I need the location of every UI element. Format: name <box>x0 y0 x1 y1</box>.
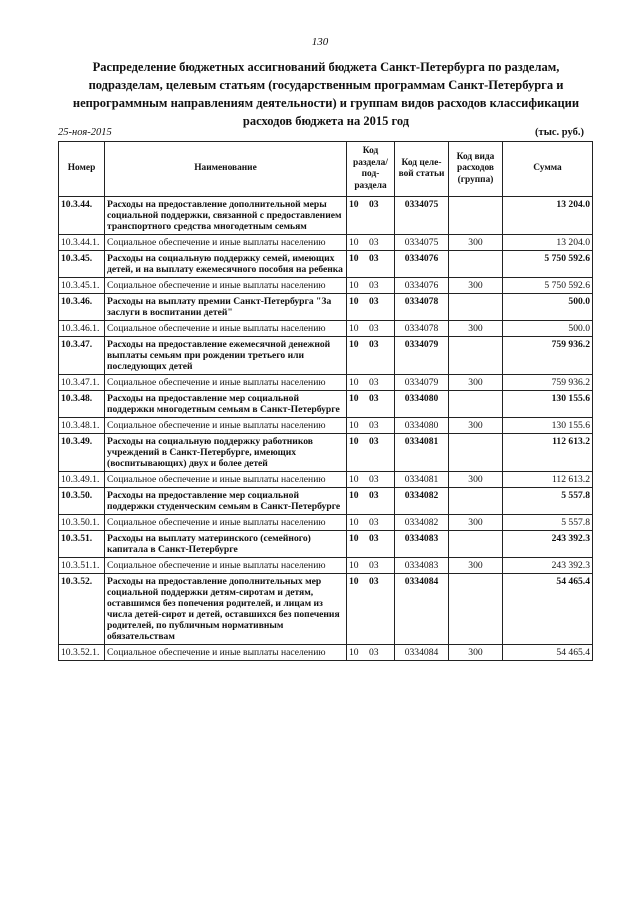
row-razdel <box>347 531 395 558</box>
row-sum: 112 613.2 <box>503 434 593 472</box>
header-sum: Сумма <box>503 142 593 197</box>
row-sum: 130 155.6 <box>503 418 593 434</box>
header-vr: Код вида расходов (группа) <box>449 142 503 197</box>
row-number: 10.3.48.1. <box>59 418 105 434</box>
row-razdel <box>347 574 395 645</box>
row-sum: 13 204.0 <box>503 197 593 235</box>
row-csr: 0334080 <box>395 391 449 418</box>
row-number: 10.3.52.1. <box>59 645 105 661</box>
table-row <box>59 558 593 574</box>
table-row <box>59 375 593 391</box>
row-razdel <box>347 321 395 337</box>
row-razdel-code: 10 <box>349 199 359 210</box>
row-vr: 300 <box>449 321 503 337</box>
row-podrazdel-code: 03 <box>369 576 379 587</box>
row-csr: 0334084 <box>395 645 449 661</box>
row-csr: 0334076 <box>395 278 449 294</box>
row-number: 10.3.47. <box>59 337 105 375</box>
row-name: Социальное обеспечение и иные выплаты населению <box>105 321 347 337</box>
row-podrazdel-code: 03 <box>369 436 379 447</box>
row-csr: 0334079 <box>395 375 449 391</box>
row-sum: 5 750 592.6 <box>503 251 593 278</box>
row-name: Социальное обеспечение и иные выплаты населению <box>105 375 347 391</box>
table-body <box>59 197 593 661</box>
row-vr: 300 <box>449 558 503 574</box>
row-razdel <box>347 294 395 321</box>
row-podrazdel-code: 03 <box>369 377 379 388</box>
row-razdel-code: 10 <box>349 377 359 388</box>
row-vr <box>449 574 503 645</box>
row-number: 10.3.46. <box>59 294 105 321</box>
row-sum: 13 204.0 <box>503 235 593 251</box>
row-razdel <box>347 337 395 375</box>
table-header-row <box>59 142 593 197</box>
row-name: Социальное обеспечение и иные выплаты населению <box>105 235 347 251</box>
row-podrazdel-code: 03 <box>369 490 379 501</box>
row-number: 10.3.51. <box>59 531 105 558</box>
row-razdel <box>347 235 395 251</box>
row-sum: 112 613.2 <box>503 472 593 488</box>
table-row <box>59 251 593 278</box>
row-sum: 5 750 592.6 <box>503 278 593 294</box>
row-razdel-code: 10 <box>349 280 359 291</box>
row-sum: 500.0 <box>503 294 593 321</box>
page-number: 130 <box>311 36 329 48</box>
row-razdel-code: 10 <box>349 420 359 431</box>
row-vr: 300 <box>449 235 503 251</box>
row-podrazdel-code: 03 <box>369 560 379 571</box>
row-name: Расходы на выплату премии Санкт-Петербурга "За заслуги в воспитании детей" <box>105 294 347 321</box>
row-razdel-code: 10 <box>349 237 359 248</box>
row-sum: 500.0 <box>503 321 593 337</box>
row-podrazdel-code: 03 <box>369 474 379 485</box>
row-razdel <box>347 197 395 235</box>
row-vr <box>449 531 503 558</box>
row-vr: 300 <box>449 418 503 434</box>
row-name: Социальное обеспечение и иные выплаты населению <box>105 515 347 531</box>
table-row <box>59 337 593 375</box>
row-number: 10.3.46.1. <box>59 321 105 337</box>
header-csr: Код целе- вой статьи <box>395 142 449 197</box>
row-razdel-code: 10 <box>349 490 359 501</box>
row-vr <box>449 488 503 515</box>
row-number: 10.3.47.1. <box>59 375 105 391</box>
row-csr: 0334082 <box>395 488 449 515</box>
row-podrazdel-code: 03 <box>369 323 379 334</box>
row-razdel-code: 10 <box>349 436 359 447</box>
row-name: Расходы на выплату материнского (семейного) капитала в Санкт-Петербурге <box>105 531 347 558</box>
row-number: 10.3.44.1. <box>59 235 105 251</box>
row-podrazdel-code: 03 <box>369 517 379 528</box>
row-razdel <box>347 418 395 434</box>
row-csr: 0334079 <box>395 337 449 375</box>
row-number: 10.3.45. <box>59 251 105 278</box>
table-row <box>59 434 593 472</box>
row-name: Расходы на предоставление дополнительных мер социальной поддержки детям-сиротам и детям, оставшимся без попечения родителей, и лицам из числа детей-сирот и детей, оставшихся без попечения родителей, по публичным нормативным обязательствам <box>105 574 347 645</box>
row-name: Расходы на предоставление дополнительной меры социальной поддержки, связанной с предоставлением транспортного средства многодетным семьям <box>105 197 347 235</box>
row-csr: 0334076 <box>395 251 449 278</box>
row-vr: 300 <box>449 375 503 391</box>
row-sum: 54 465.4 <box>503 574 593 645</box>
row-name: Социальное обеспечение и иные выплаты населению <box>105 278 347 294</box>
table-row <box>59 278 593 294</box>
table-row <box>59 531 593 558</box>
row-name: Социальное обеспечение и иные выплаты населению <box>105 558 347 574</box>
row-vr: 300 <box>449 278 503 294</box>
table-row <box>59 391 593 418</box>
row-csr: 0334078 <box>395 321 449 337</box>
header-name: Наименование <box>105 142 347 197</box>
table-row <box>59 488 593 515</box>
row-csr: 0334083 <box>395 558 449 574</box>
table-row <box>59 197 593 235</box>
row-sum: 243 392.3 <box>503 558 593 574</box>
row-razdel-code: 10 <box>349 339 359 350</box>
row-razdel-code: 10 <box>349 533 359 544</box>
table-row <box>59 515 593 531</box>
row-razdel <box>347 251 395 278</box>
row-number: 10.3.50. <box>59 488 105 515</box>
row-csr: 0334075 <box>395 235 449 251</box>
document-title: Распределение бюджетных ассигнований бюджета Санкт-Петербурга по разделам, подразделам, целевым статьям (государственным программам Санкт-Петербурга и непрограммным направлениям деятельности) и группам видов расходов классификации расходов бюджета на 2015 год <box>72 60 580 128</box>
row-csr: 0334083 <box>395 531 449 558</box>
row-name: Расходы на предоставление мер социальной поддержки многодетным семьям в Санкт-Петербурге <box>105 391 347 418</box>
row-vr <box>449 337 503 375</box>
row-vr <box>449 434 503 472</box>
row-razdel-code: 10 <box>349 647 359 658</box>
row-vr <box>449 197 503 235</box>
row-sum: 759 936.2 <box>503 375 593 391</box>
row-podrazdel-code: 03 <box>369 533 379 544</box>
row-name: Расходы на предоставление мер социальной поддержки студенческим семьям в Санкт-Петербурге <box>105 488 347 515</box>
row-razdel <box>347 434 395 472</box>
table-row <box>59 574 593 645</box>
header-razdel: Код раздела/ под- раздела <box>347 142 395 197</box>
row-podrazdel-code: 03 <box>369 647 379 658</box>
row-csr: 0334080 <box>395 418 449 434</box>
row-sum: 5 557.8 <box>503 515 593 531</box>
row-podrazdel-code: 03 <box>369 296 379 307</box>
row-razdel-code: 10 <box>349 393 359 404</box>
row-podrazdel-code: 03 <box>369 420 379 431</box>
row-name: Расходы на социальную поддержку семей, имеющих детей, и на выплату ежемесячного пособия на ребенка <box>105 251 347 278</box>
row-name: Социальное обеспечение и иные выплаты населению <box>105 418 347 434</box>
row-razdel-code: 10 <box>349 296 359 307</box>
row-razdel <box>347 488 395 515</box>
table-row <box>59 645 593 661</box>
budget-table <box>58 141 593 661</box>
row-podrazdel-code: 03 <box>369 237 379 248</box>
row-csr: 0334084 <box>395 574 449 645</box>
document-date: 25-ноя-2015 <box>58 127 112 138</box>
row-razdel <box>347 515 395 531</box>
row-podrazdel-code: 03 <box>369 199 379 210</box>
row-number: 10.3.51.1. <box>59 558 105 574</box>
row-number: 10.3.44. <box>59 197 105 235</box>
row-csr: 0334082 <box>395 515 449 531</box>
row-name: Социальное обеспечение и иные выплаты населению <box>105 472 347 488</box>
row-razdel <box>347 391 395 418</box>
row-sum: 5 557.8 <box>503 488 593 515</box>
row-vr: 300 <box>449 515 503 531</box>
units-label: (тыс. руб.) <box>535 127 584 138</box>
row-number: 10.3.45.1. <box>59 278 105 294</box>
row-razdel-code: 10 <box>349 560 359 571</box>
header-number: Номер <box>59 142 105 197</box>
row-podrazdel-code: 03 <box>369 280 379 291</box>
row-name: Расходы на социальную поддержку работников учреждений в Санкт-Петербурге, имеющих (воспитывающих) двух и более детей <box>105 434 347 472</box>
row-razdel <box>347 375 395 391</box>
row-sum: 54 465.4 <box>503 645 593 661</box>
row-number: 10.3.49.1. <box>59 472 105 488</box>
row-razdel <box>347 278 395 294</box>
row-razdel-code: 10 <box>349 253 359 264</box>
table-row <box>59 321 593 337</box>
row-podrazdel-code: 03 <box>369 393 379 404</box>
row-name: Социальное обеспечение и иные выплаты населению <box>105 645 347 661</box>
table-row <box>59 294 593 321</box>
row-razdel-code: 10 <box>349 323 359 334</box>
row-csr: 0334075 <box>395 197 449 235</box>
row-razdel-code: 10 <box>349 576 359 587</box>
row-sum: 243 392.3 <box>503 531 593 558</box>
table-row <box>59 418 593 434</box>
row-csr: 0334081 <box>395 434 449 472</box>
row-razdel-code: 10 <box>349 517 359 528</box>
row-vr: 300 <box>449 472 503 488</box>
table-row <box>59 472 593 488</box>
row-vr <box>449 251 503 278</box>
table-row <box>59 235 593 251</box>
row-vr: 300 <box>449 645 503 661</box>
row-sum: 130 155.6 <box>503 391 593 418</box>
row-number: 10.3.49. <box>59 434 105 472</box>
row-podrazdel-code: 03 <box>369 253 379 264</box>
row-razdel <box>347 472 395 488</box>
row-razdel-code: 10 <box>349 474 359 485</box>
row-razdel <box>347 558 395 574</box>
row-name: Расходы на предоставление ежемесячной денежной выплаты семьям при рождении третьего или последующих детей <box>105 337 347 375</box>
row-podrazdel-code: 03 <box>369 339 379 350</box>
row-razdel <box>347 645 395 661</box>
row-number: 10.3.48. <box>59 391 105 418</box>
row-number: 10.3.52. <box>59 574 105 645</box>
row-csr: 0334081 <box>395 472 449 488</box>
row-number: 10.3.50.1. <box>59 515 105 531</box>
row-csr: 0334078 <box>395 294 449 321</box>
row-sum: 759 936.2 <box>503 337 593 375</box>
row-vr <box>449 391 503 418</box>
row-vr <box>449 294 503 321</box>
